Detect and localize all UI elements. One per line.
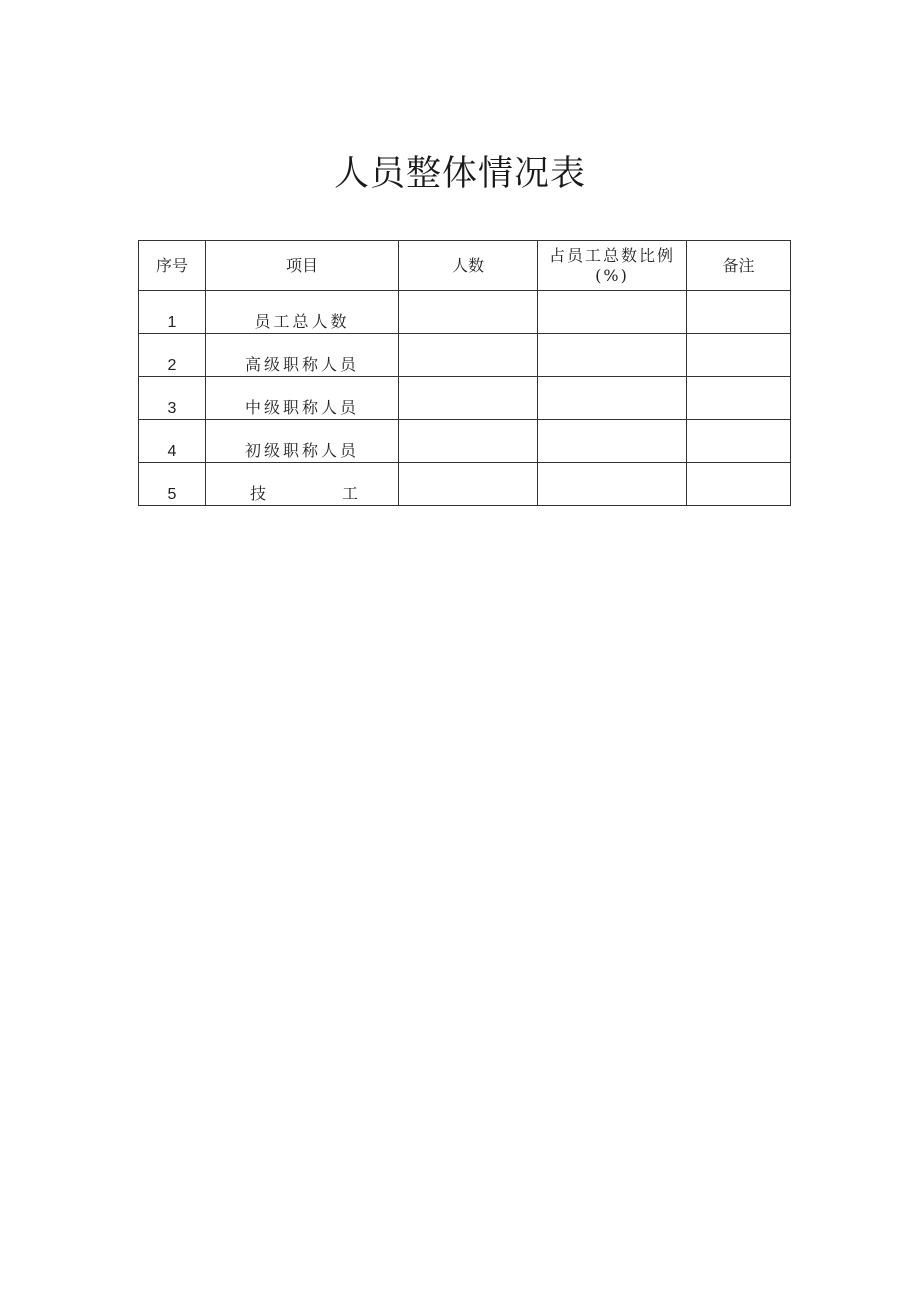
cell-count[interactable] [399,420,538,463]
cell-remark[interactable] [687,377,791,420]
page-title: 人员整体情况表 [333,154,586,194]
cell-item: 初级职称人员 [206,420,399,463]
header-remark: 备注 [687,241,791,291]
header-item: 项目 [206,241,399,291]
header-ratio [538,241,687,291]
cell-count[interactable] [399,334,538,377]
cell-count[interactable] [399,377,538,420]
cell-item: 技 工 [206,463,399,506]
cell-ratio[interactable] [538,463,687,506]
cell-remark[interactable] [687,420,791,463]
table-row [139,334,791,377]
cell-count[interactable] [399,463,538,506]
table-row [139,463,791,506]
cell-count[interactable] [399,291,538,334]
header-seq: 序号 [139,241,206,291]
cell-seq: 2 [139,334,206,377]
table-row [139,377,791,420]
cell-ratio[interactable] [538,334,687,377]
cell-ratio[interactable] [538,291,687,334]
cell-remark[interactable] [687,463,791,506]
cell-item: 员工总人数 [206,291,399,334]
header-count: 人数 [399,241,538,291]
cell-item: 中级职称人员 [206,377,399,420]
cell-seq: 1 [139,291,206,334]
cell-ratio[interactable] [538,377,687,420]
cell-remark[interactable] [687,334,791,377]
cell-item: 高级职称人员 [206,334,399,377]
header-ratio-line2: (%) [595,265,629,285]
table-header-row [139,241,791,291]
cell-seq: 3 [139,377,206,420]
table-row [139,420,791,463]
cell-remark[interactable] [687,291,791,334]
staff-summary-table [138,240,791,506]
cell-ratio[interactable] [538,420,687,463]
header-ratio-line1: 占员工总数比例 [548,245,675,265]
cell-seq: 5 [139,463,206,506]
cell-seq: 4 [139,420,206,463]
table-row [139,291,791,334]
